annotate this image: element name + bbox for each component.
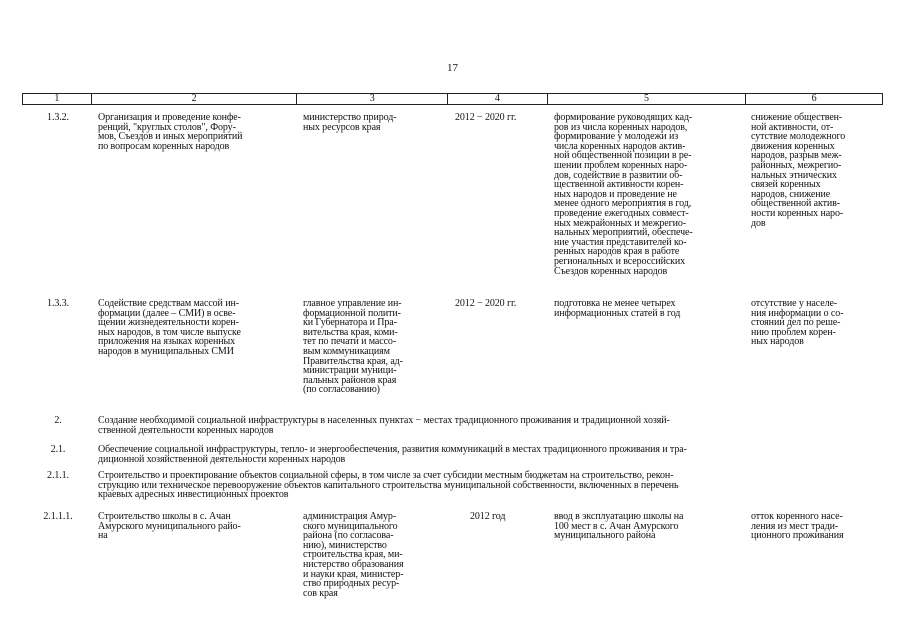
consequence: снижение обществен- ной активности, от- сутствие молодежного движения коренных народов, разрыв меж- районных, межрегио- нальных этнических связей коренных народов, снижение общественной актив- ности коренных наро- дов bbox=[751, 112, 846, 229]
row-number: 2.1.1.1. bbox=[43, 511, 73, 522]
header-col-5: 5 bbox=[548, 94, 747, 104]
executor: администрация Амур- ского муниципального района (по согласова- нию), министерство строительства края, ми- нистерство образования и науки края, министер- ство природных ресур- сов края bbox=[303, 511, 404, 599]
expected-result: ввод в эксплуатацию школы на 100 мест в с. Ачан Амурского муниципального района bbox=[554, 511, 684, 542]
subsection-title: Строительство и проектирование объектов социальной сферы, в том числе за счет субсидии местным бюджетам на строительство, рекон- струкцию или техническое перевооружение объектов капитального строительства муниципальной собственности, включенных в перечень краевых адресных инвестиционных проектов bbox=[98, 470, 679, 501]
row-number: 2.1.1. bbox=[47, 470, 69, 481]
row-number: 1.3.2. bbox=[47, 112, 69, 123]
period: 2012 год bbox=[470, 511, 506, 522]
header-col-1: 1 bbox=[23, 94, 92, 104]
measure-title: Организация и проведение конфе- ренций, "круглых столов", Фору- мов, Съездов и иных мероприятий по вопросам коренных народов bbox=[98, 112, 243, 152]
measure-title: Содействие средствам массой ин- формации (далее – СМИ) в осве- щении жизнедеятельности корен- ных народов, в том числе выпуске приложения на языках коренных народов в муниципальных СМИ bbox=[98, 298, 241, 357]
period: 2012 − 2020 гг. bbox=[455, 112, 517, 123]
consequence: отток коренного насе- ления из мест тради- ционного проживания bbox=[751, 511, 844, 542]
header-col-2: 2 bbox=[92, 94, 298, 104]
header-col-4: 4 bbox=[448, 94, 548, 104]
consequence: отсутствие у населе- ния информации о со- стоянии дел по реше- нию проблем корен- ных народов bbox=[751, 298, 844, 348]
row-number: 2. bbox=[54, 415, 62, 426]
measure-title: Строительство школы в с. Ачан Амурского муниципального райо- на bbox=[98, 511, 241, 542]
header-col-3: 3 bbox=[297, 94, 448, 104]
period: 2012 − 2020 гг. bbox=[455, 298, 517, 309]
expected-result: подготовка не менее четырех информационных статей в год bbox=[554, 298, 681, 319]
row-number: 2.1. bbox=[50, 444, 66, 455]
section-title: Создание необходимой социальной инфраструктуры в населенных пунктах − местах традиционного проживания и традиционной хозяй- ственной деятельности коренных народов bbox=[98, 415, 670, 436]
page-number: 17 bbox=[447, 62, 458, 74]
subsection-title: Обеспечение социальной инфраструктуры, тепло- и энергообеспечения, развития коммуникаций в местах традиционного проживания и тра- диционной хозяйственной деятельности коренных народов bbox=[98, 444, 687, 465]
row-number: 1.3.3. bbox=[47, 298, 69, 309]
table-header-row bbox=[22, 93, 883, 105]
header-col-6: 6 bbox=[811, 93, 817, 104]
executor: главное управление ин- формационной полити- ки Губернатора и Пра- вительства края, коми- тет по печати и массо- вым коммуникациям Правительства края, ад- министрации муници- пальных районов края (по согласованию) bbox=[303, 298, 403, 396]
executor: министерство природ- ных ресурсов края bbox=[303, 112, 397, 133]
expected-result: формирование руководящих кад- ров из числа коренных народов, формирование у молодежи из числа коренных народов актив- ной общественной позиции в ре- шении проблем коренных наро- дов, содействие в развитии об- щественной активности корен- ных народов и проведение не менее одного мероприятия в год, проведение ежегодных совмест- ных межрайонных и межрегио- нальных мероприятий, обеспече- ние участия представителей ко- ренных народов края в работе региональных и всероссийских Съездов коренных народов bbox=[554, 112, 693, 277]
